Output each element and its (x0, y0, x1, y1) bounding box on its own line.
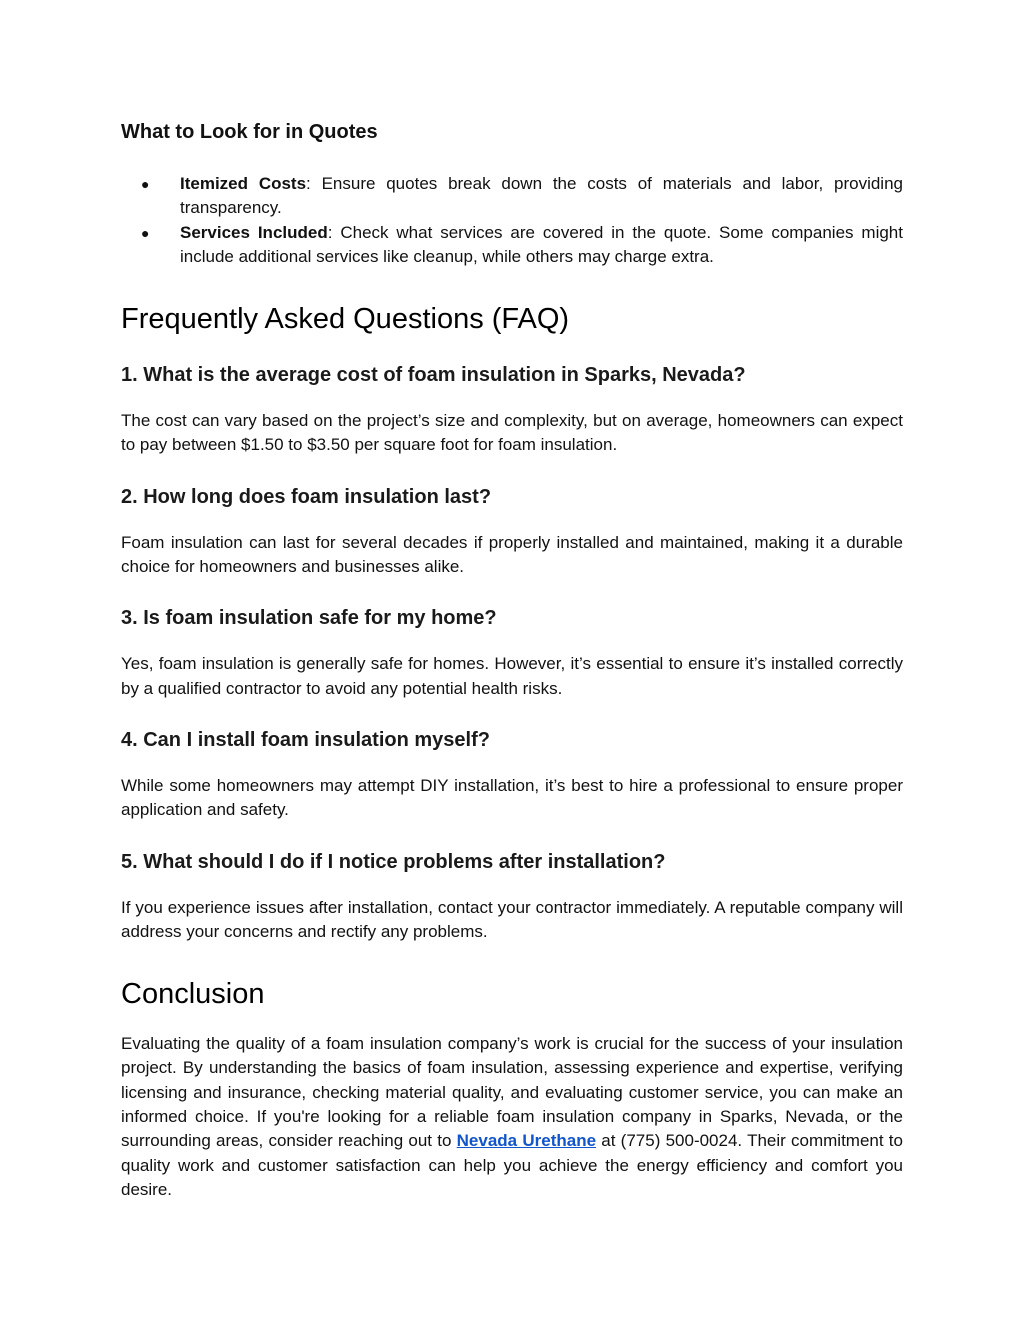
nevada-urethane-link[interactable]: Nevada Urethane (456, 1131, 597, 1151)
list-item (121, 221, 903, 270)
document-page (121, 118, 903, 1202)
bullet-term: Services Included (180, 222, 328, 242)
conclusion-text-before-link: Evaluating the quality of a foam insulation company’s work is crucial for the success of your insulation project. By understanding the basics of foam insulation, assessing experience and expertise, verifying licensing and insurance, checking material quality, and evaluating customer service, you can make an informed choice. If you're looking for a reliable foam insulation company in Sparks, Nevada, or the surrounding areas, consider reaching out to (121, 1034, 903, 1151)
faq-question-4: 4. Can I install foam insulation myself? (121, 728, 490, 751)
conclusion-heading: Conclusion (121, 978, 265, 1011)
faq-heading: Frequently Asked Questions (FAQ) (121, 303, 570, 336)
conclusion-text-after-link: at (775) 500-0024. Their commitment to quality work and customer satisfaction can help you achieve the energy efficiency and comfort you desire. (121, 1131, 903, 1199)
faq-question-3: 3. Is foam insulation safe for my home? (121, 607, 497, 630)
bullet-text: : Check what services are covered in the quote. Some companies might include additional services like cleanup, while others may charge extra. (180, 222, 903, 266)
faq-answer-5: If you experience issues after installation, contact your contractor immediately. A reputable company will address your concerns and rectify any problems. (121, 897, 903, 941)
bullet-text: : Ensure quotes break down the costs of materials and labor, providing transparency. (180, 174, 903, 218)
faq-question-2: 2. How long does foam insulation last? (121, 485, 492, 508)
bullet-term: Itemized Costs (180, 174, 307, 193)
list-item (121, 172, 903, 221)
faq-answer-1: The cost can vary based on the project’s size and complexity, but on average, homeowners can expect to pay between $1.50 to $3.50 per square foot for foam insulation. (121, 411, 903, 455)
quotes-bullet-list (121, 172, 903, 269)
bullet-icon: ● (141, 176, 150, 192)
bullet-icon: ● (141, 224, 150, 241)
quotes-section-title: What to Look for in Quotes (121, 121, 378, 143)
conclusion-paragraph (121, 1032, 903, 1202)
faq-question-5: 5. What should I do if I notice problems after installation? (121, 850, 666, 873)
faq-answer-3: Yes, foam insulation is generally safe for homes. However, it’s essential to ensure it’s installed correctly by a qualified contractor to avoid any potential health risks. (121, 654, 903, 698)
faq-question-1: 1. What is the average cost of foam insulation in Sparks, Nevada? (121, 364, 746, 387)
faq-answer-2: Foam insulation can last for several decades if properly installed and maintained, making it a durable choice for homeowners and businesses alike. (121, 532, 903, 577)
faq-answer-4: While some homeowners may attempt DIY installation, it’s best to hire a professional to ensure proper application and safety. (121, 775, 903, 820)
